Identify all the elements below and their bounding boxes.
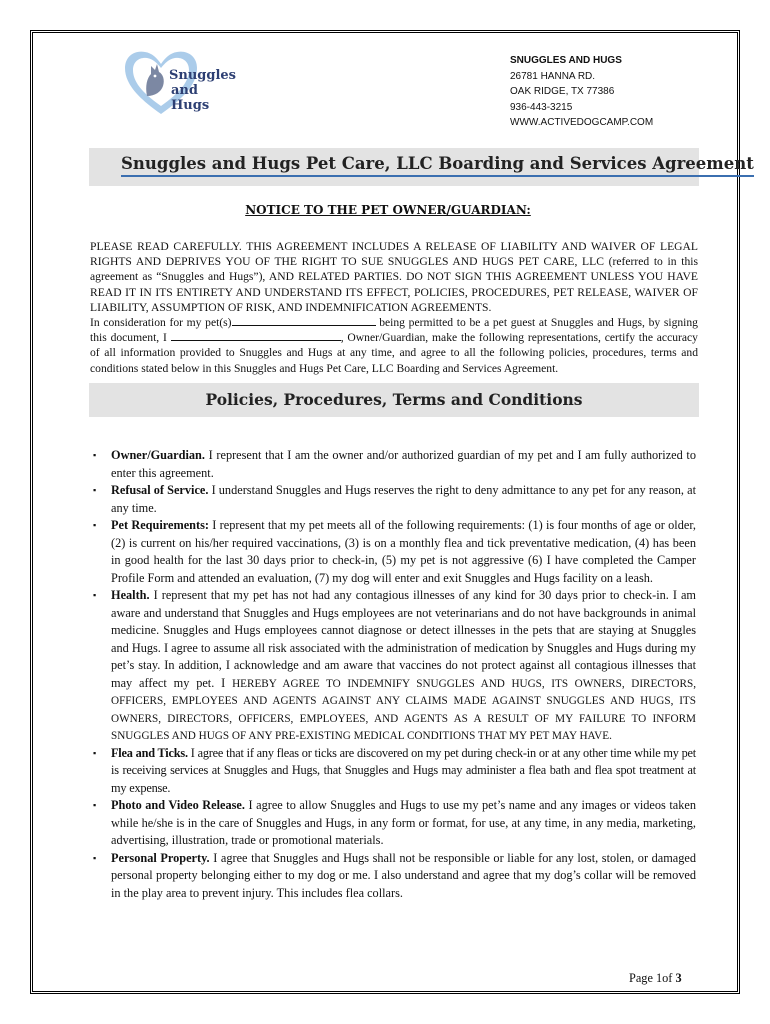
notice-heading-text: NOTICE TO THE PET OWNER/GUARDIAN:	[245, 203, 531, 217]
indemnify-clause: HEREBY AGREE TO INDEMNIFY SNUGGLES AND HUGS, ITS OWNERS, DIRECTORS, OFFICERS, EMPLOYEES AND AGENTS AGAINST ANY CLAIMS MADE AGAINST SNUGGLES AND HUGS, ITS OWNERS, DIRECTORS, OFFICERS, EMPLOYEES, AND AGENTS AS A RESULT OF MY FAILURE TO INFORM SNUGGLES AND HUGS OF ANY PRE-EXISTING MEDICAL CONDITIONS THAT MY PET MAY HAVE.	[111, 677, 696, 743]
policy-label: Refusal of Service.	[111, 483, 209, 497]
bullet-icon: ▪	[93, 590, 97, 600]
policy-text: I represent that my pet meets all of the following requirements: (1) is four months of age or older, (2) is current on his/her required vaccinations, (3) is on a monthly flea and tick preventative medication, (4) has been in good health for the last 30 days prior to check-in, (5) my pet is not aggressive (6) I have completed the Camper Profile Form and attended an evaluation, (7) my dog will enter and exit Snuggles and Hugs facility on a leash.	[111, 518, 696, 585]
bullet-icon: ▪	[93, 485, 97, 495]
address-city: OAK RIDGE, TX 77386	[510, 86, 615, 97]
page-total: 3	[675, 971, 682, 985]
logo-line-1: Snuggles	[169, 68, 236, 83]
policies-list	[91, 447, 696, 902]
consideration-part-1: In consideration for my pet(s)	[90, 316, 232, 330]
bullet-icon: ▪	[93, 747, 96, 758]
consideration-part-2: being permitted to be a pet guest at Snuggles and Hugs, by signing this document, I	[90, 316, 698, 345]
company-logo	[121, 48, 236, 116]
policy-flea-and-ticks	[91, 745, 696, 798]
policy-text: I agree that if any fleas or ticks are discovered on my pet during check-in or at any other time while my pet is receiving services at Snuggles and Hugs, that Snuggles and Hugs may administer a flea bath and flea spot treatment at my expense.	[111, 745, 696, 795]
policy-label: Owner/Guardian.	[111, 448, 205, 462]
notice-heading	[33, 203, 743, 217]
owner-name-blank[interactable]	[171, 330, 341, 341]
policy-label: Photo and Video Release.	[111, 798, 245, 813]
policy-text: I represent that my pet has not had any contagious illnesses of any kind for 30 days prior to check-in. I am aware and understand that Snuggles and Hugs employees are not veterinarians and do not have backgrounds in animal medicine. Snuggles and Hugs employees cannot diagnose or detect illnesses in the pets that are staying at Snuggles and Hugs. I agree to assume all risk associated with the administration of medication by Snuggles and Hugs during my pet’s stay. In addition, I acknowledge and am aware that vaccines do not protect against all contagious illnesses that may affect my pet. I	[111, 588, 696, 690]
address-website: WWW.ACTIVEDOGCAMP.COM	[510, 117, 654, 128]
policy-label: Health.	[111, 588, 150, 602]
policy-text: I understand Snuggles and Hugs reserves the right to deny admittance to any pet for any reason, at any time.	[111, 483, 696, 515]
policy-refusal-of-service	[91, 482, 696, 517]
logo-text	[169, 68, 236, 113]
liability-warning: PLEASE READ CAREFULLY. THIS AGREEMENT INCLUDES A RELEASE OF LIABILITY AND WAIVER OF LEGAL RIGHTS AND DEPRIVES YOU OF THE RIGHT TO SUE SNUGGLES AND HUGS PET CARE, LLC (referred to in this agreement as “Snuggles and Hugs”), AND RELATED PARTIES. DO NOT SIGN THIS AGREEMENT UNLESS YOU HAVE READ IT IN ITS ENTIRETY AND UNDERSTAND ITS EFFECT, POLICIES, PROCEDURES, PET RELEASE, WAIVER OF LIABILITY, ASSUMPTION OF RISK, AND INDEMNIFICATION AGREEMENTS.	[90, 240, 698, 314]
bullet-icon: ▪	[93, 852, 97, 863]
page-prefix: Page 1of	[629, 971, 676, 985]
bullet-icon: ▪	[93, 520, 97, 530]
consideration-part-3: , Owner/Guardian, make the following representations, certify the accuracy of all information provided to Snuggles and Hugs at any time, and agree to all the following policies, procedures, terms and conditions stated below in this Snuggles and Hugs Pet Care, LLC Boarding and Services Agreement.	[90, 331, 698, 375]
policy-photo-video-release	[91, 797, 696, 850]
policy-personal-property	[91, 850, 696, 903]
section-title: Policies, Procedures, Terms and Conditions	[205, 390, 583, 409]
policy-text: I agree to allow Snuggles and Hugs to use my pet’s name and any images or videos taken while he/she is in the care of Snuggles and Hugs, in any form or format, for use, at any time, in any media, marketing, advertising, illustration, trade or promotional materials.	[111, 798, 696, 848]
consideration-paragraph	[90, 315, 698, 376]
notice-section	[90, 239, 698, 376]
policy-text: I agree that Snuggles and Hugs shall not be responsible or liable for any lost, stolen, or damaged personal property belonging either to my dog or me. I also understand and agree that my dog’s collar will be removed in the play area to prevent injury. This includes flea collars.	[111, 850, 696, 900]
title-band	[89, 148, 754, 186]
address-phone: 936-443-3215	[510, 101, 573, 113]
policy-owner-guardian	[91, 447, 696, 482]
address-street: 26781 HANNA RD.	[510, 70, 596, 82]
bullet-icon: ▪	[93, 450, 97, 460]
policy-text: I represent that I am the owner and/or authorized guardian of my pet and I am fully authorized to enter this agreement.	[111, 448, 696, 480]
policy-label: Flea and Ticks.	[111, 745, 188, 760]
section-band	[89, 383, 699, 417]
page-number	[629, 971, 682, 986]
pet-name-blank[interactable]	[232, 315, 376, 326]
address-company: SNUGGLES AND HUGS	[510, 55, 622, 66]
policy-label: Pet Requirements:	[111, 518, 209, 532]
policy-label: Personal Property.	[111, 850, 210, 865]
bullet-icon: ▪	[93, 800, 97, 811]
document-title: Snuggles and Hugs Pet Care, LLC Boarding and Services Agreement	[121, 154, 754, 177]
policy-health	[91, 587, 696, 745]
logo-line-2: and Hugs	[171, 83, 210, 113]
page-border	[30, 30, 754, 994]
company-address	[510, 53, 653, 131]
policy-pet-requirements	[91, 517, 696, 587]
